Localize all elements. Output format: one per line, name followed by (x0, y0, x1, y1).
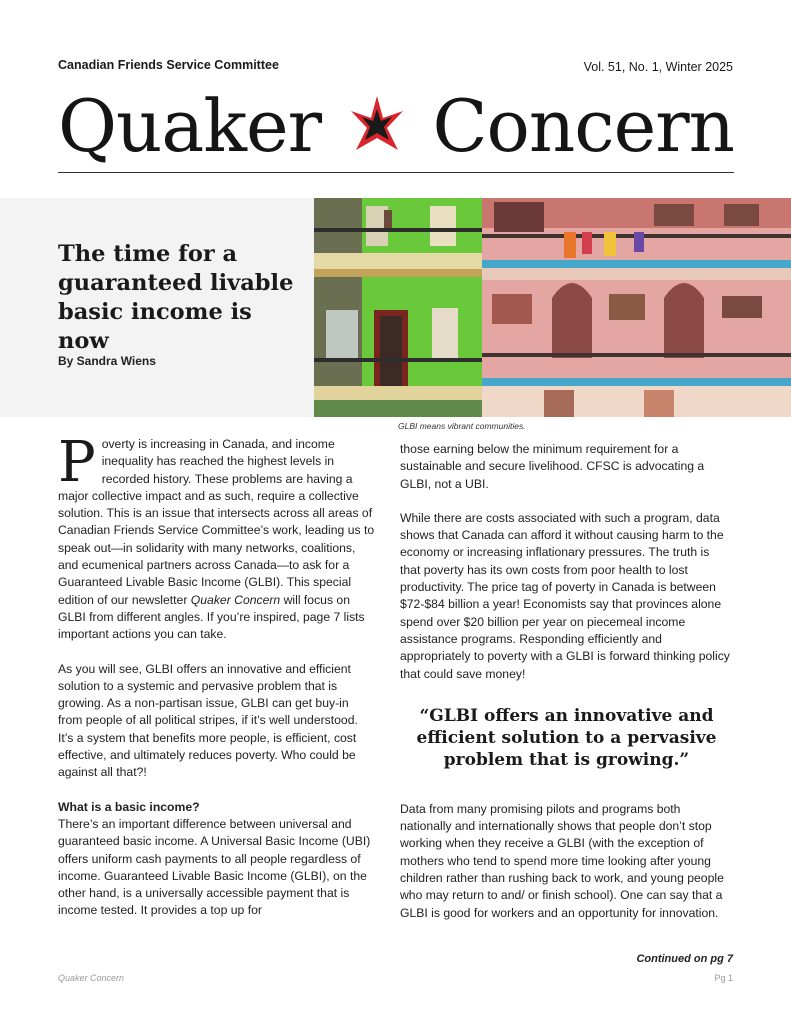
intro-paragraph (58, 430, 376, 644)
article-column-right (400, 441, 733, 922)
pull-quote: “GLBI offers an innovative and efficient solution to a pervasive problem that is growing.” (416, 705, 717, 770)
paragraph-5: While there are costs associated with such a program, data shows that Canada can afford it without causing harm to the economy or increasing inflationary pressures. The truth is that poverty has its own costs from poor health to lost productivity. The price tag of poverty in Canada is between $72-$84 billion a year! Economists say that provinces alone spend over $20 billion per year on piecemeal income assistance programs. Responding efficiently and appropriately to poverty with a GLBI is forward thinking policy that could save money! (400, 510, 730, 681)
footer-publication: Quaker Concern (58, 973, 125, 983)
photo-caption: GLBI means vibrant communities. (398, 421, 526, 431)
subhead-basic-income: What is a basic income? (58, 799, 200, 814)
star-icon (346, 95, 408, 157)
organization-name: Canadian Friends Service Committee (58, 58, 279, 72)
article-headline: The time for a guaranteed livable basic income is now (58, 241, 294, 354)
paragraph-2: As you will see, GLBI offers an innovative and efficient solution to a systemic and pervasive problem that is growing. As a non-partisan issue, GLBI can get buy-in from people of all political stripes, if it’s well understood. It’s a system that benefits more people, is efficient, cost effective, and ultimately reduces poverty. Who could be against all that?! (58, 661, 358, 780)
paragraph-3: There’s an important difference between universal and guaranteed basic income. A Universal Basic Income (UBI) offers uniform cash payments to all people regardless of income. Guaranteed Livable Basic Income (GLBI), on the other hand, is a universally accessible payment that is income tested. It provides a top up for (58, 816, 371, 918)
newsletter-title-ref: Quaker Concern (190, 592, 281, 607)
byline: By Sandra Wiens (58, 354, 156, 368)
hero-photo (314, 198, 791, 417)
paragraph-4: those earning below the minimum requirement for a sustainable and secure livelihood. CFSC is advocating a GLBI, not a UBI. (400, 442, 705, 491)
issue-info: Vol. 51, No. 1, Winter 2025 (583, 60, 733, 74)
drop-cap: P (58, 430, 96, 495)
continued-note: Continued on pg 7 (636, 953, 733, 965)
masthead (58, 80, 734, 172)
footer-page-number: Pg 1 (714, 973, 733, 983)
paragraph-6: Data from many promising pilots and programs both nationally and internationally shows that people don’t stop working when they receive a GLBI (with the exception of mothers who tend to spend more time looking after young children rather than rushing back to work, and young people who may return to and/ or finish school). One can say that a GLBI is good for workers and an opportunity for innovation. (400, 801, 724, 920)
masthead-divider (58, 172, 734, 173)
article-column-left (58, 430, 376, 920)
masthead-title-left: Quaker (58, 84, 321, 168)
intro-text-a: overty is increasing in Canada, and income inequality has reached the highest levels in recorded history. These problems are having a major collective impact and as such, require a collective solution. This is an issue that intersects across all areas of Canadian Friends Service Committee’s work, leading us to speak out—in solidarity with many networks, coalitions, and ecumenical partners across Canada—to ask for a Guaranteed Livable Basic Income (GLBI). This special edition of our newsletter (58, 437, 375, 607)
masthead-title-right: Concern (432, 84, 734, 168)
intro-text-b: will focus on GLBI from different angles. If you’re inspired, page 7 lists important actions you can take. (58, 592, 365, 642)
